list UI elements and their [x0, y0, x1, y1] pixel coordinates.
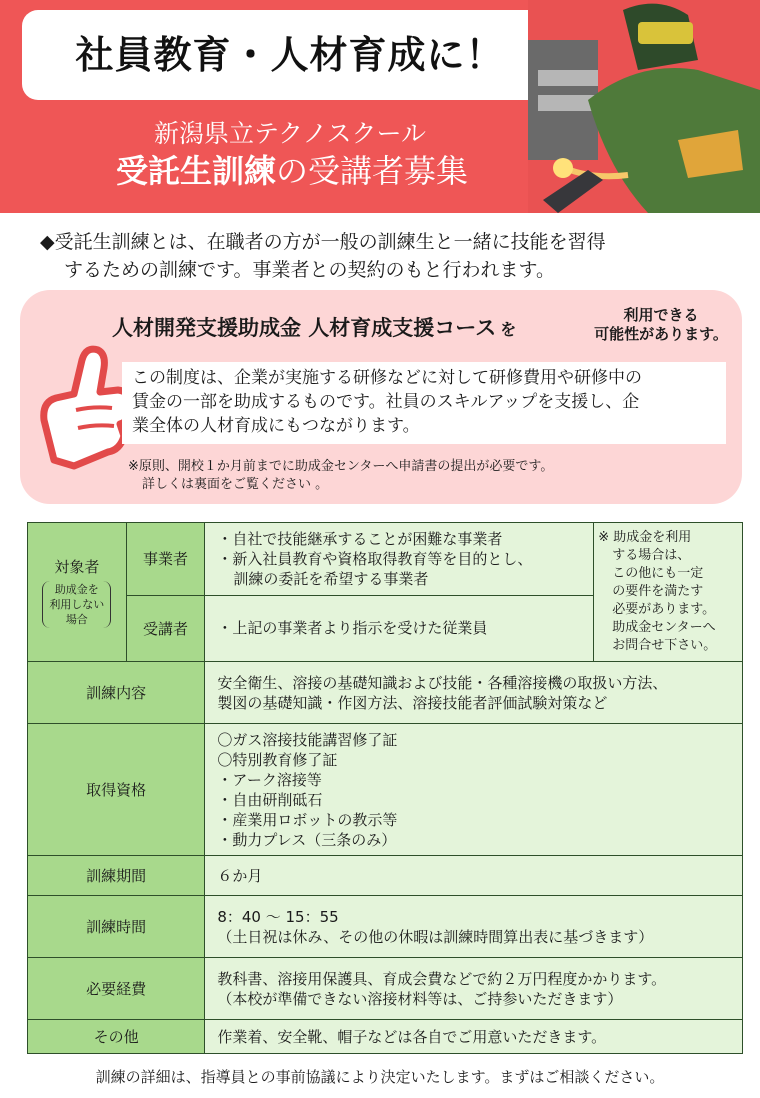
target-note-line: 利用しない	[49, 598, 105, 611]
hours-line: （土日祝は休み、その他の休暇は訓練時間算出表に基づきます）	[217, 927, 654, 946]
bubble-title: 社員教育・人材育成に！	[75, 33, 505, 77]
subsidy-description-box	[122, 362, 726, 444]
cost-label: 必要経費	[28, 958, 205, 1020]
side-note-line: この他にも一定	[612, 566, 704, 581]
content-line: 安全衛生、溶接の基礎知識および技能・各種溶接機の取扱い方法、	[217, 673, 668, 692]
period-value: ６か月	[205, 856, 743, 896]
target-label-cell	[28, 523, 127, 662]
subsidy-title-text: 人材開発支援助成金 人材育成支援コース	[112, 316, 497, 340]
side-note-line: 必要があります。	[612, 602, 716, 617]
side-note-line: の要件を満たす	[612, 584, 704, 599]
table-row	[28, 896, 743, 958]
headline-bold: 受託生訓練	[115, 152, 276, 190]
footnote-line-2: 詳しくは裏面をご覧ください 。	[142, 477, 329, 492]
employer-line: ・新入社員教育や資格取得教育等を目的とし、	[217, 549, 533, 568]
subsidy-note-line-2: 可能性があります。	[594, 325, 728, 343]
quals-label: 取得資格	[28, 724, 205, 856]
employer-value	[205, 523, 594, 596]
headline-rest: の受講者募集	[276, 152, 469, 190]
intro-text	[40, 228, 740, 284]
subsidy-panel	[20, 290, 742, 504]
subsidy-description	[132, 366, 722, 438]
headline	[42, 146, 542, 192]
qual-line: ・産業用ロボットの教示等	[217, 810, 398, 829]
welder-illustration-icon	[528, 0, 760, 213]
table-row	[28, 1020, 743, 1054]
qual-line: 〇ガス溶接技能講習修了証	[217, 730, 398, 749]
content-value	[205, 662, 743, 724]
cost-value	[205, 958, 743, 1020]
target-label: 対象者	[54, 558, 100, 576]
target-note-line: 助成金を	[54, 583, 99, 596]
table-row	[28, 523, 743, 596]
hours-line: 8：40 ～ 15：55	[217, 907, 339, 926]
subsidy-body-line-1: この制度は、企業が実施する研修などに対して研修費用や研修中の	[132, 368, 642, 388]
employer-line: ・自社で技能継承することが困難な事業者	[217, 529, 503, 548]
hours-label: 訓練時間	[28, 896, 205, 958]
footnote-line-1: ※原則、開校１か月前までに助成金センターへ申請書の提出が必要です。	[128, 459, 554, 474]
training-info-table	[27, 522, 743, 1054]
content-label: 訓練内容	[28, 662, 205, 724]
target-label-box	[28, 556, 126, 628]
target-note	[42, 581, 111, 628]
hero-banner	[0, 0, 760, 213]
side-note-line: ※ 助成金を利用	[598, 530, 692, 545]
subsidy-particle: を	[500, 320, 517, 339]
subsidy-body-line-2: 賃金の一部を助成するものです。社員のスキルアップを支援し、企	[132, 392, 640, 412]
side-note-line: する場合は、	[612, 548, 691, 563]
content-line: 製図の基礎知識・作図方法、溶接技能者評価試験対策など	[217, 693, 608, 712]
qual-line: ・動力プレス（三条のみ）	[217, 830, 397, 849]
side-note-line: 助成金センターへ	[612, 620, 716, 635]
employer-line: 訓練の委託を希望する事業者	[233, 569, 429, 588]
subsidy-title	[112, 312, 516, 342]
cost-line: 教科書、溶接用保護具、育成会費などで約２万円程度かかります。	[217, 969, 667, 988]
subsidy-body-line-3: 業全体の人材育成にもつながります。	[132, 416, 420, 436]
hours-value	[205, 896, 743, 958]
target-note-line: 場合	[65, 613, 88, 626]
table-row	[28, 958, 743, 1020]
subsidy-note-line-1: 利用できる	[623, 306, 699, 324]
cost-line: （本校が準備できない溶接材料等は、ご持参いただきます）	[217, 989, 623, 1008]
period-label: 訓練期間	[28, 856, 205, 896]
employer-label: 事業者	[126, 523, 205, 596]
qual-line: ・アーク溶接等	[217, 770, 322, 789]
other-value: 作業着、安全靴、帽子などは各自でご用意いただきます。	[205, 1020, 743, 1054]
intro-line-2: するための訓練です。事業者との契約のもと行われます。	[64, 259, 555, 281]
school-name: 新潟県立テクノスクール	[153, 119, 426, 148]
closing-text: 訓練の詳細は、指導員との事前協議により決定いたします。まずはご相談ください。	[95, 1068, 665, 1086]
qual-line: 〇特別教育修了証	[217, 750, 338, 769]
side-note-line: お問合せ下さい。	[612, 638, 717, 653]
other-label: その他	[28, 1020, 205, 1054]
table-row	[28, 856, 743, 896]
subsidy-note	[586, 306, 736, 344]
intro-line-1: ◆受託生訓練とは、在職者の方が一般の訓練生と一緒に技能を習得	[40, 231, 606, 253]
trainee-value: ・上記の事業者より指示を受けた従業員	[205, 595, 594, 661]
qual-line: ・自由研削砥石	[217, 790, 323, 809]
trainee-label: 受講者	[126, 595, 205, 661]
quals-value	[205, 724, 743, 856]
subsidy-side-note	[594, 523, 743, 662]
table-row	[28, 724, 743, 856]
speech-bubble	[22, 10, 558, 100]
table-row	[28, 662, 743, 724]
subsidy-footnote	[128, 458, 553, 494]
